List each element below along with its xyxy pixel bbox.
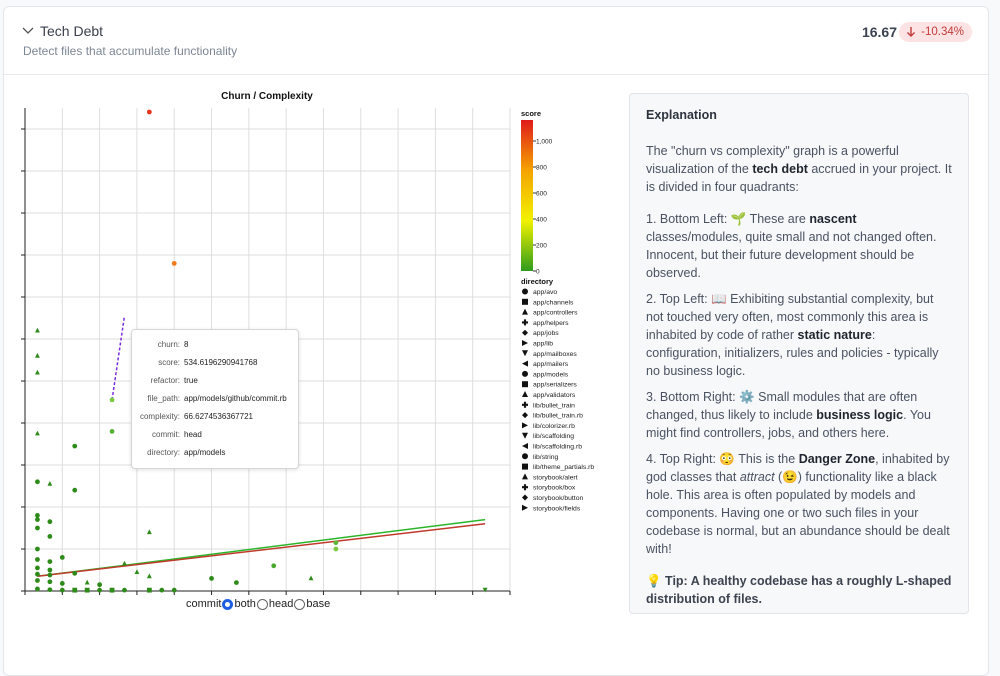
data-point — [110, 398, 115, 403]
data-point — [35, 479, 40, 484]
data-point — [35, 353, 40, 358]
tooltip-value: 8 — [184, 340, 189, 349]
legend-marker — [522, 505, 528, 511]
legend-marker — [522, 412, 528, 418]
legend-marker — [522, 402, 528, 408]
legend-item: lib/scaffolding — [533, 433, 575, 441]
data-point — [147, 588, 152, 593]
churn-complexity-chart[interactable] — [0, 80, 620, 600]
legend-marker — [522, 289, 528, 295]
data-point — [35, 328, 40, 333]
data-point — [309, 576, 314, 581]
tooltip-row — [132, 448, 298, 460]
legend-item: app/helpers — [533, 319, 569, 327]
tooltip-row — [132, 394, 298, 406]
legend-item: lib/string — [533, 453, 559, 461]
legend-item: app/models — [533, 371, 569, 379]
tooltip-key: score: — [158, 358, 180, 367]
card-title: Tech Debt — [40, 23, 104, 39]
data-point — [35, 370, 40, 375]
tooltip-value: head — [184, 430, 202, 439]
data-point — [35, 566, 40, 571]
radio-both[interactable] — [222, 599, 233, 610]
data-point — [35, 578, 40, 583]
legend-item: lib/theme_partials.rb — [533, 464, 595, 472]
legend-item: app/validators — [533, 392, 576, 399]
directory-legend — [521, 277, 594, 512]
point-tooltip — [131, 329, 299, 469]
data-point — [35, 517, 40, 522]
explanation-tip: 💡 Tip: A healthy codebase has a roughly L-shaped distribution of files. — [646, 574, 952, 606]
data-point — [35, 431, 40, 436]
data-point — [47, 481, 52, 486]
data-point — [85, 580, 90, 585]
legend-marker — [522, 464, 528, 470]
tooltip-value: 66.6274536367721 — [184, 412, 253, 421]
legend-item: lib/scaffolding.rb — [533, 443, 582, 451]
data-point — [35, 572, 40, 577]
legend-marker — [522, 473, 528, 479]
legend-marker — [522, 361, 528, 367]
tooltip-row — [132, 376, 298, 388]
data-point — [35, 587, 40, 592]
data-point — [35, 526, 40, 531]
score-colorbar — [521, 109, 553, 276]
tooltip-value: true — [184, 376, 198, 385]
colorbar-tick-label: 200 — [536, 242, 547, 250]
chevron-down-icon[interactable] — [22, 26, 34, 36]
data-point — [72, 571, 77, 576]
explanation-intro: The "churn vs complexity" graph is a powerful visualization of the tech debt accrued in your project. It is divided in four quadrants: — [646, 144, 952, 194]
tooltip-key: refactor: — [150, 376, 180, 385]
data-point — [147, 110, 152, 115]
data-point — [159, 588, 164, 593]
data-point — [172, 261, 177, 266]
legend-item: app/lib — [533, 340, 554, 348]
quadrant-bottom-left: 1. Bottom Left: 🌱 These are nascent classes/modules, quite small and not changed often. Innocent, but their future development should be observed. — [646, 212, 937, 280]
legend-item: lib/bullet_train — [533, 402, 575, 410]
data-point — [333, 540, 338, 545]
tooltip-key: commit: — [152, 430, 180, 439]
radio-base-label[interactable]: base — [306, 598, 331, 610]
data-point — [122, 588, 127, 593]
data-point — [234, 580, 239, 585]
card-header[interactable] — [4, 7, 988, 75]
data-point — [483, 588, 488, 593]
data-point — [135, 569, 140, 574]
score-value: 16.67 — [861, 24, 897, 40]
chart-title: Churn / Complexity — [221, 91, 313, 102]
legend-item: lib/colorizer.rb — [533, 422, 575, 430]
data-point — [35, 547, 40, 552]
tooltip-row — [132, 412, 298, 424]
colorbar-title: score — [521, 109, 542, 118]
legend-marker — [522, 495, 528, 501]
tooltip-value: 534.6196290941768 — [184, 358, 258, 367]
legend-item: app/avo — [533, 289, 558, 296]
legend-marker — [522, 330, 528, 336]
change-value: -10.34% — [921, 26, 964, 38]
radio-head-label[interactable]: head — [268, 598, 294, 610]
dashed-segment — [112, 316, 124, 400]
data-point — [47, 534, 52, 539]
colorbar-tick-label: 0 — [536, 268, 540, 276]
card-subtitle: Detect files that accumulate functionality — [23, 44, 238, 58]
legend-item: app/jobs — [533, 330, 559, 338]
tooltip-row — [132, 430, 298, 442]
colorbar-tick-label: 1,000 — [536, 138, 553, 146]
data-point — [72, 444, 77, 449]
data-point — [47, 559, 52, 564]
legend-marker — [522, 453, 528, 459]
data-point — [60, 588, 65, 593]
data-point — [35, 557, 40, 562]
colorbar-tick-label: 600 — [536, 190, 547, 198]
radio-group-label: commit — [186, 598, 222, 610]
radio-head[interactable] — [257, 599, 268, 610]
data-point — [47, 568, 52, 573]
tooltip-key: file_path: — [147, 394, 180, 403]
legend-item: storybook/fields — [533, 505, 581, 513]
arrow-down-icon — [906, 26, 916, 38]
legend-item: storybook/alert — [533, 474, 578, 482]
change-badge — [899, 22, 972, 42]
legend-item: app/mailboxes — [533, 350, 577, 358]
explanation-panel — [629, 93, 969, 614]
data-point — [147, 529, 152, 534]
data-point — [97, 588, 102, 593]
legend-item: storybook/button — [533, 495, 584, 502]
legend-marker — [522, 350, 528, 356]
legend-marker — [522, 381, 528, 387]
data-point — [47, 579, 52, 584]
data-point — [110, 588, 115, 593]
data-point — [172, 588, 177, 593]
radio-both-label[interactable]: both — [234, 598, 256, 610]
legend-title: directory — [521, 277, 554, 286]
tooltip-key: churn: — [157, 340, 180, 349]
data-point — [209, 576, 214, 581]
tooltip-row — [132, 340, 298, 352]
tooltip-value: app/models/github/commit.rb — [184, 394, 287, 403]
data-point — [60, 581, 65, 586]
data-point — [47, 519, 52, 524]
legend-marker — [522, 422, 528, 428]
data-point — [72, 488, 77, 493]
tooltip-key: complexity: — [139, 412, 180, 421]
legend-marker — [522, 371, 528, 377]
colorbar-gradient — [521, 120, 533, 271]
quadrant-top-right: 4. Top Right: 😳 This is the Danger Zone, inhabited by god classes that attract (😉) functionality like a black hole. This area is often populated by models and components. Having one or two such files in your codebase is normal, but an abundance should be dealt with! — [646, 452, 950, 556]
legend-item: app/channels — [533, 299, 574, 307]
quadrant-bottom-right: 3. Bottom Right: ⚙️ Small modules that are often changed, thus likely to include business logic. You might find controllers, jobs, and others here. — [646, 390, 931, 440]
data-point — [271, 563, 276, 568]
legend-marker — [522, 391, 528, 397]
data-point — [72, 588, 77, 593]
commit-radio-group — [186, 598, 330, 610]
legend-marker — [522, 340, 528, 346]
data-point — [97, 582, 102, 587]
data-point — [47, 587, 52, 592]
radio-base[interactable] — [294, 599, 305, 610]
colorbar-tick-label: 400 — [536, 216, 547, 224]
data-point — [110, 429, 115, 434]
legend-item: app/mailers — [533, 361, 569, 369]
data-point — [47, 573, 52, 578]
tooltip-key: directory: — [147, 448, 180, 457]
data-point — [85, 588, 90, 593]
legend-item: app/controllers — [533, 309, 578, 317]
data-point — [122, 561, 127, 566]
quadrant-top-left: 2. Top Left: 📖 Exhibiting substantial complexity, but not touched very often, most commonly this area is inhabited by code of rather static nature: configuration, initializers, rules and policies - typically no business logic. — [646, 292, 939, 378]
data-point — [60, 555, 65, 560]
data-point — [333, 547, 338, 552]
legend-marker — [522, 319, 528, 325]
explanation-heading: Explanation — [646, 108, 717, 122]
legend-item: app/serializers — [533, 381, 577, 389]
tooltip-value: app/models — [184, 448, 226, 457]
tooltip-row — [132, 358, 298, 370]
trend-line-1 — [37, 524, 485, 577]
legend-item: lib/bullet_train.rb — [533, 412, 583, 420]
data-point — [35, 513, 40, 518]
legend-marker — [522, 484, 528, 490]
legend-marker — [522, 433, 528, 439]
legend-marker — [522, 309, 528, 315]
colorbar-tick-label: 800 — [536, 164, 547, 172]
legend-marker — [522, 443, 528, 449]
legend-item: storybook/box — [533, 484, 576, 492]
data-point — [147, 573, 152, 578]
legend-marker — [522, 299, 528, 305]
